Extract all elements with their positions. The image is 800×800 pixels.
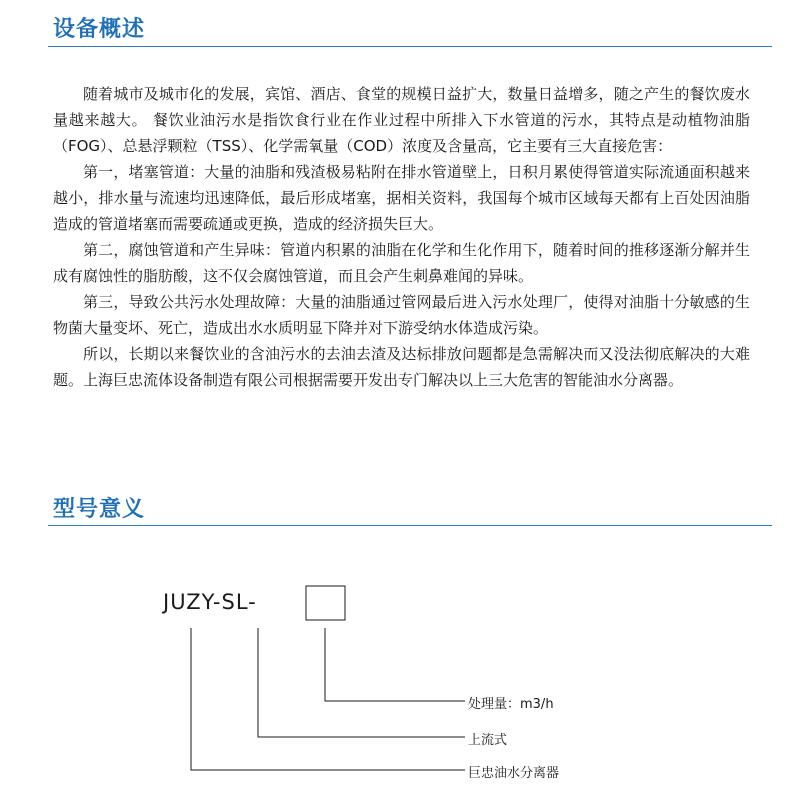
- type-connector: [258, 628, 465, 737]
- label-product-name: 巨忠油水分离器: [468, 766, 560, 781]
- label-flow-type: 上流式: [468, 733, 508, 748]
- overview-body: [53, 81, 750, 393]
- product-connector: [191, 628, 465, 770]
- paragraph-hazard-corrosion: 第二，腐蚀管道和产生异味：管道内积累的油脂在化学和生化作用下，随着时间的推移逐渐分解并生成有腐蚀性的脂肪酸，这不仅会腐蚀管道，而且会产生刺鼻难闻的异味。: [53, 241, 750, 285]
- model-code: JUZY-SL-: [163, 590, 257, 614]
- designation-connector-lines: [0, 560, 800, 800]
- paragraph-hazard-blockage: 第一，堵塞管道：大量的油脂和残渣极易粘附在排水管道壁上，日积月累使得管道实际流通面积越来越小，排水量与流速均迅速降低，最后形成堵塞，据相关资料，我国每个城市区域每天都有上百处因油脂造成的管道堵塞而需要疏通或更换，造成的经济损失巨大。: [53, 163, 750, 233]
- capacity-connector: [325, 628, 465, 701]
- model-designation-diagram: [0, 560, 800, 800]
- paragraph-hazard-treatment: 第三，导致公共污水处理故障：大量的油脂通过管网最后进入污水处理厂，使得对油脂十分敏感的生物菌大量变坏、死亡，造成出水水质明显下降并对下游受纳水体造成污染。: [53, 293, 750, 337]
- paragraph-conclusion: 所以，长期以来餐饮业的含油污水的去油去渣及达标排放问题都是急需解决而又没法彻底解决的大难题。上海巨忠流体设备制造有限公司根据需要开发出专门解决以上三大危害的智能油水分离器。: [53, 345, 750, 389]
- capacity-placeholder-box: [306, 586, 345, 620]
- section-title-overview: 设备概述: [53, 17, 146, 42]
- section-title-model: 型号意义: [53, 497, 146, 522]
- paragraph-intro: 随着城市及城市化的发展，宾馆、酒店、食堂的规模日益扩大，数量日益增多，随之产生的餐饮废水量越来越大。 餐饮业油污水是指饮食行业在作业过程中所排入下水管道的污水，其特点是动植物油脂（FOG）、总悬浮颗粒（TSS）、化学需氧量（COD）浓度及含量高，它主要有三大直接危害：: [53, 85, 750, 155]
- section-divider: [48, 46, 772, 47]
- section-divider: [48, 525, 772, 526]
- label-capacity: 处理量：m3/h: [468, 697, 554, 712]
